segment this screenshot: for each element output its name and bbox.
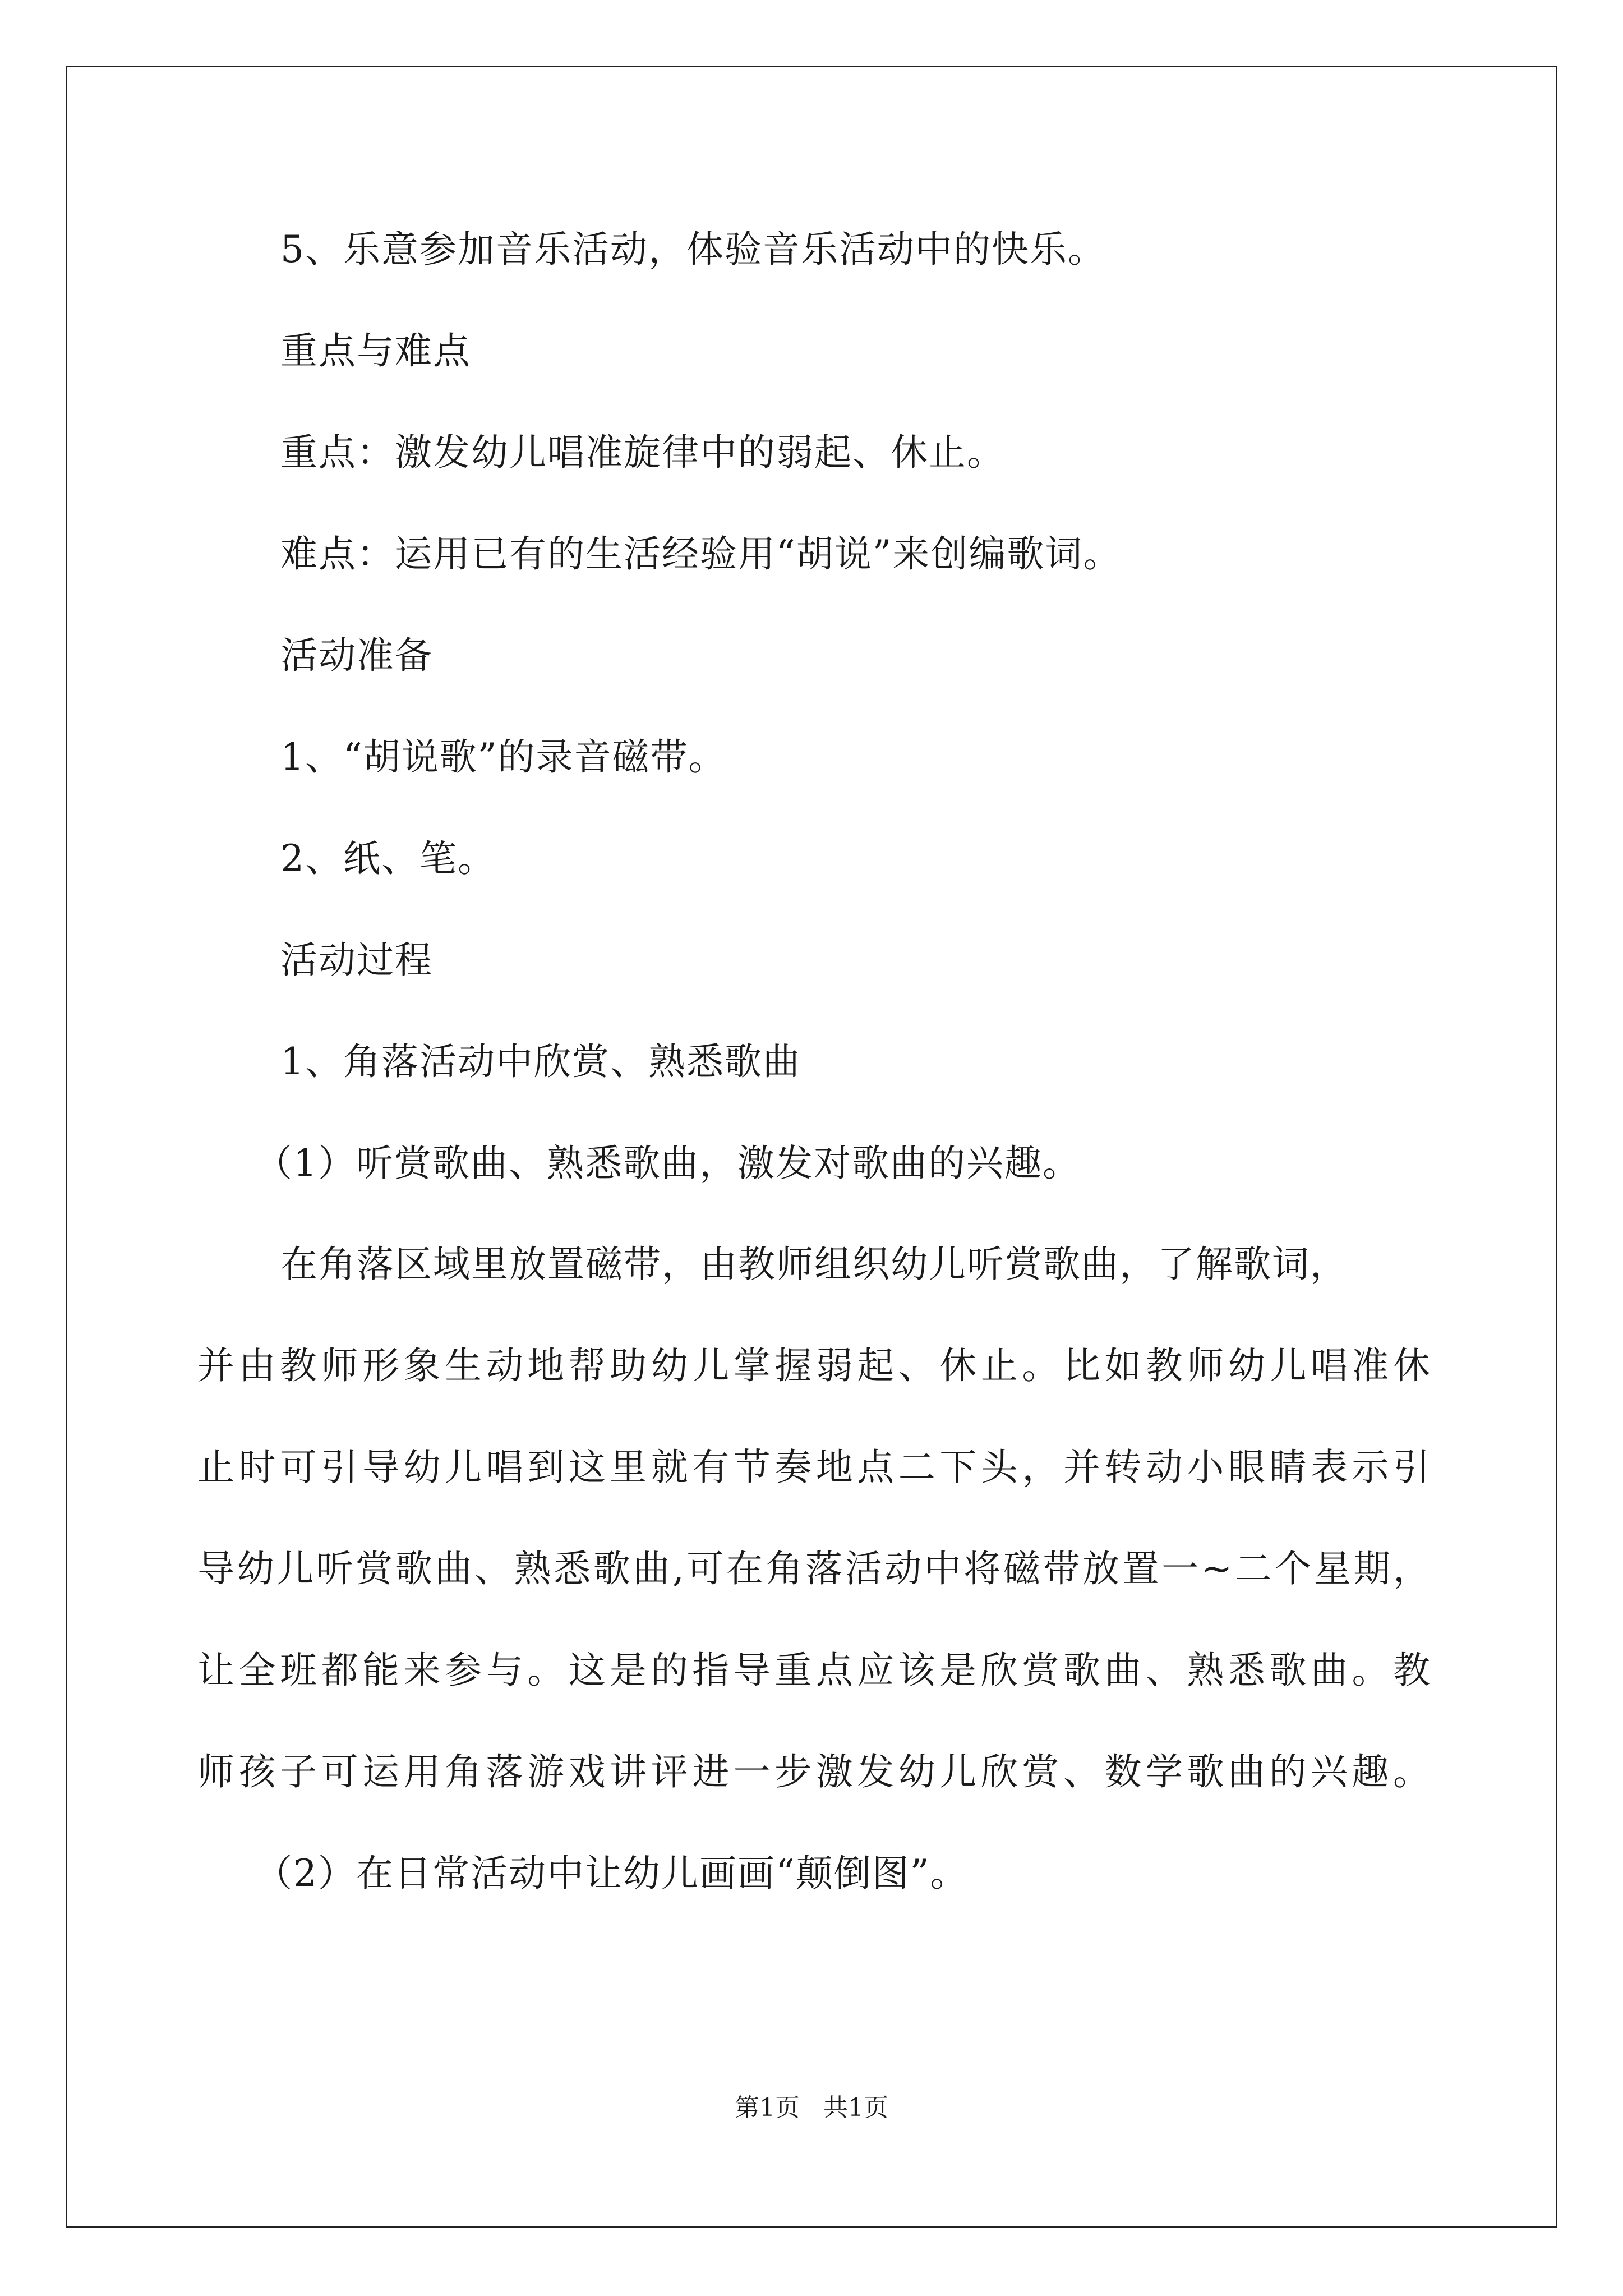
paragraph-line: 并由教师形象生动地帮助幼儿掌握弱起、休止。比如教师幼儿唱准休 xyxy=(197,1344,1431,1387)
paragraph-line: 导幼儿听赏歌曲、熟悉歌曲,可在角落活动中将磁带放置一~二个星期， xyxy=(197,1547,1431,1590)
list-item-preparation-1: 1、“胡说歌”的录音磁带。 xyxy=(280,735,727,779)
paragraph-line: 止时可引导幼儿唱到这里就有节奏地点二下头，并转动小眼睛表示引 xyxy=(197,1446,1431,1489)
page-footer: 第1页 共1页 xyxy=(735,2093,888,2122)
paragraph-line: 让全班都能来参与。这是的指导重点应该是欣赏歌曲、熟悉歌曲。教 xyxy=(197,1649,1431,1692)
heading-key-difficult-points: 重点与难点 xyxy=(280,329,471,372)
paragraph-key-point: 重点：激发幼儿唱准旋律中的弱起、休止。 xyxy=(280,431,1005,474)
subheading-process-1-1: （1）听赏歌曲、熟悉歌曲，激发对歌曲的兴趣。 xyxy=(255,1142,1081,1185)
subheading-process-1-2: （2）在日常活动中让幼儿画画“颠倒图”。 xyxy=(255,1852,969,1895)
paragraph-goal-5: 5、乐意参加音乐活动，体验音乐活动中的快乐。 xyxy=(280,228,1106,271)
heading-activity-process: 活动过程 xyxy=(280,938,433,982)
list-item-preparation-2: 2、纸、笔。 xyxy=(280,837,496,880)
heading-activity-preparation: 活动准备 xyxy=(280,634,433,677)
subheading-process-1: 1、角落活动中欣赏、熟悉歌曲 xyxy=(280,1040,801,1083)
paragraph-line: 在角落区域里放置磁带，由教师组织幼儿听赏歌曲，了解歌词， xyxy=(280,1243,1348,1286)
paragraph-line: 师孩子可运用角落游戏讲评进一步激发幼儿欣赏、数学歌曲的兴趣。 xyxy=(197,1750,1431,1793)
paragraph-difficult-point: 难点：运用已有的生活经验用“胡说”来创编歌词。 xyxy=(280,532,1122,576)
